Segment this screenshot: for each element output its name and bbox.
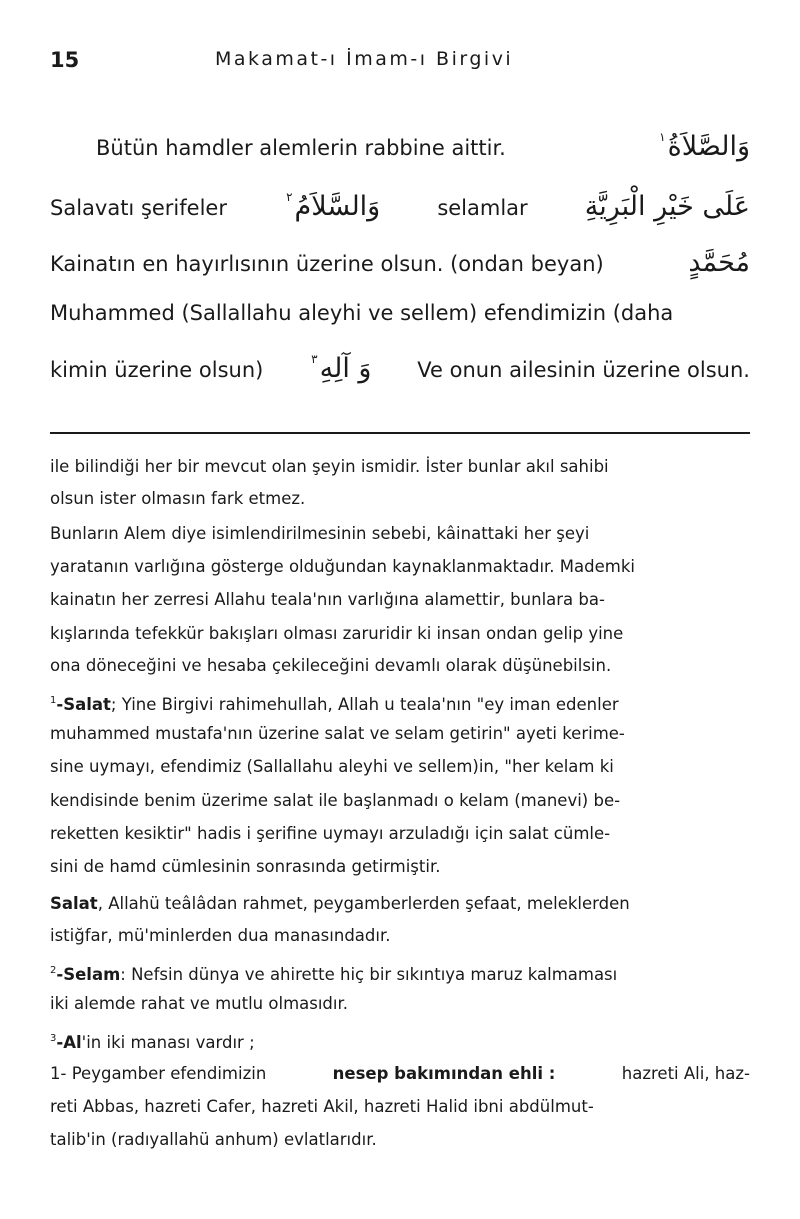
footnote-line: [50, 620, 750, 647]
fn-text: yaratanın varlığına gösterge olduğundan kaynaklanmaktadır. Mademki: [50, 557, 635, 576]
page-header: [50, 48, 750, 78]
footnote-term: -Al: [56, 1033, 82, 1052]
main-line-3: [50, 248, 750, 279]
fn-text: reketten kesiktir" hadis i şerifine uymayı arzuladığı için salat cümle-: [50, 824, 611, 843]
fn-text: muhammed mustafa'nın üzerine salat ve selam getirin" ayeti kerime-: [50, 724, 625, 743]
footnote-mark: 1: [50, 695, 57, 706]
arabic-text: عَلَى خَيْرِ الْبَرِيَّةِ: [584, 191, 750, 222]
fn-text: sini de hamd cümlesinin sonrasında getirmiştir.: [50, 857, 441, 876]
footnote-3-start: [50, 1025, 750, 1056]
footnote-ref-3: ٣: [311, 352, 318, 366]
footnote-mark: 3: [50, 1033, 57, 1044]
footnote-ref-2: ٢: [286, 190, 293, 204]
footnote-term: -Salat: [56, 695, 111, 714]
main-text: kimin üzerine olsun): [50, 358, 264, 382]
main-text: Muhammed (Sallallahu aleyhi ve sellem) efendimizin (daha: [50, 301, 674, 325]
fn-text: kışlarında tefekkür bakışları olması zaruridir ki insan ondan gelip yine: [50, 624, 624, 643]
main-text: Bütün hamdler alemlerin rabbine aittir.: [96, 136, 506, 160]
fn-text: reti Abbas, hazreti Cafer, hazreti Akil, hazreti Halid ibni abdülmut-: [50, 1097, 594, 1116]
main-text: Kainatın en hayırlısının üzerine olsun. (ondan beyan): [50, 252, 604, 276]
arabic-text: وَالصَّلاَةُ: [667, 131, 750, 162]
footnote-line: [50, 787, 750, 814]
arabic-text: مُحَمَّدٍ: [688, 247, 750, 278]
footnote-line: [50, 1126, 750, 1153]
fn-text: 'in iki manası vardır ;: [81, 1033, 255, 1052]
main-text: Salavatı şerifeler: [50, 196, 227, 220]
fn-text: kendisinde benim üzerime salat ile başlanmadı o kelam (manevi) be-: [50, 791, 621, 810]
footnote-term: Salat: [50, 894, 98, 913]
footnote-line: [50, 820, 750, 847]
main-line-1: [96, 122, 750, 163]
footnote-line: [50, 453, 750, 480]
fn-text: iki alemde rahat ve mutlu olmasıdır.: [50, 994, 348, 1013]
fn-text: , Allahü teâlâdan rahmet, peygamberlerden şefaat, meleklerden: [97, 894, 630, 913]
footnote-line: [50, 1060, 750, 1087]
main-line-5: [50, 344, 750, 385]
salat-definition: [50, 890, 750, 917]
footnote-line: [50, 990, 750, 1017]
fn-text: olsun ister olmasın fark etmez.: [50, 489, 306, 508]
footnote-line: [50, 753, 750, 780]
fn-text: hazreti Ali, haz-: [621, 1064, 750, 1083]
footnote-line: [50, 652, 750, 679]
footnote-term: nesep bakımından ehli :: [332, 1064, 556, 1083]
fn-text: : Nefsin dünya ve ahirette hiç bir sıkıntıya maruz kalmaması: [120, 965, 618, 984]
arabic-text: وَالسَّلاَمُ: [294, 191, 381, 222]
footnote-2-start: [50, 957, 750, 988]
main-text: selamlar: [437, 196, 528, 220]
fn-text: ; Yine Birgivi rahimehullah, Allah u teala'nın "ey iman edenler: [110, 695, 619, 714]
footnote-line: [50, 1093, 750, 1120]
main-line-4: [50, 298, 750, 328]
fn-text: ile bilindiği her bir mevcut olan şeyin ismidir. İster bunlar akıl sahibi: [50, 457, 609, 476]
footnote-term: -Selam: [56, 965, 121, 984]
arabic-text: وَ آلِهِ: [319, 353, 372, 384]
fn-text: Bunların Alem diye isimlendirilmesinin sebebi, kâinattaki her şeyi: [50, 524, 590, 543]
footnote-ref-1: ١: [659, 130, 666, 144]
running-title: Makamat-ı İmam-ı Birgivi: [215, 48, 514, 70]
page-number: 15: [50, 48, 80, 72]
main-text: Ve onun ailesinin üzerine olsun.: [417, 358, 750, 382]
footnote-line: [50, 922, 750, 949]
footnote-1-start: [50, 687, 750, 718]
fn-text: istiğfar, mü'minlerden dua manasındadır.: [50, 926, 391, 945]
main-line-2: [50, 182, 750, 223]
footnote-mark: 2: [50, 965, 57, 976]
footnote-line: [50, 586, 750, 613]
fn-text: sine uymayı, efendimiz (Sallallahu aleyhi ve sellem)in, "her kelam ki: [50, 757, 614, 776]
footnote-divider: [50, 432, 750, 434]
footnote-line: [50, 553, 750, 580]
fn-text: kainatın her zerresi Allahu teala'nın varlığına alamettir, bunlara ba-: [50, 590, 605, 609]
fn-text: ona döneceğini ve hesaba çekileceğini devamlı olarak düşünebilsin.: [50, 656, 612, 675]
footnote-line: [50, 520, 750, 547]
footnote-line: [50, 485, 750, 512]
footnote-line: [50, 853, 750, 880]
fn-text: 1- Peygamber efendimizin: [50, 1064, 267, 1083]
footnote-line: [50, 720, 750, 747]
fn-text: talib'in (radıyallahü anhum) evlatlarıdır.: [50, 1130, 377, 1149]
